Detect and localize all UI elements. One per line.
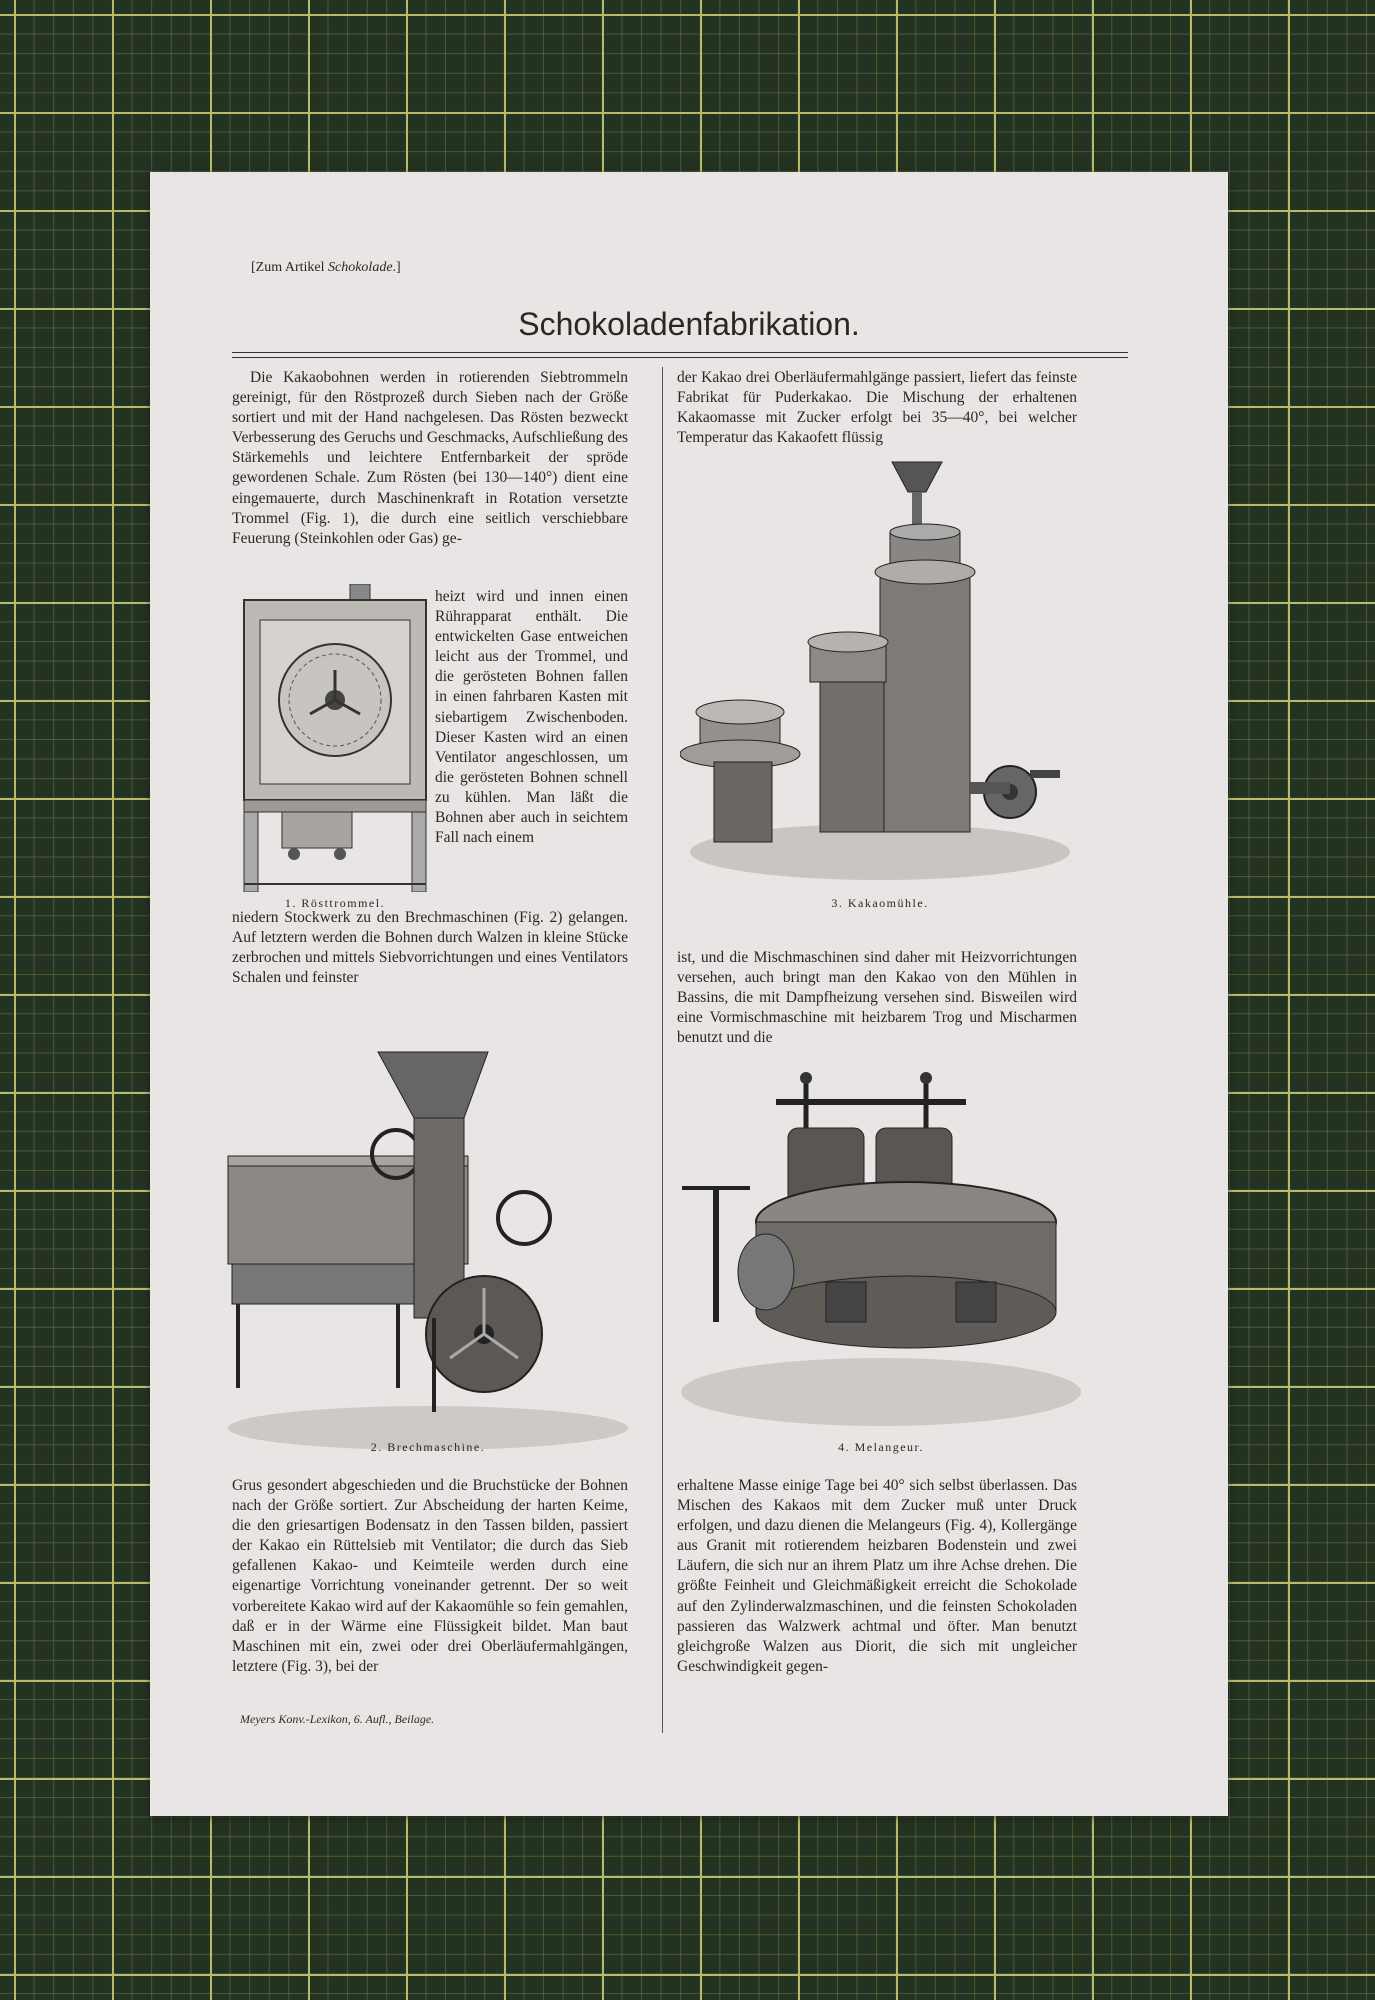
cocoa-mill-illustration bbox=[680, 452, 1080, 892]
col1-mid-paragraph: niedern Stockwerk zu den Brechmaschinen (Fig. 2) gelangen. Auf letztern werden die Bohnen durch Walzen in kleine Stücke zerbrochen und mittels Siebvorrichtungen und eines Ventilators Schalen und feinster bbox=[232, 909, 628, 987]
breaking-machine-illustration bbox=[218, 1048, 638, 1452]
column-divider bbox=[662, 367, 663, 1733]
figure-4-caption: 4. Melangeur. bbox=[838, 1440, 924, 1454]
title-rule bbox=[232, 352, 1128, 353]
col1-top-paragraph: Die Kakaobohnen werden in rotierenden Siebtrommeln gereinigt, für den Röstprozeß durch Sieben nach der Größe sortiert und mit der Hand nachgelesen. Das Rösten bezweckt Verbesserung des Geruchs und Geschmacks, Aufschließung des Stärkemehls und leichtere Entfernbarkeit der spröde gewordenen Schale. Zum Rösten (bei 130—140°) dient eine eingemauerte, durch Maschinenkraft in Rotation versetzte Trommel (Fig. 1), die durch eine seitlich verschiebbare Feuerung (Steinkohlen oder Gas) ge- bbox=[232, 369, 628, 547]
col2-top-paragraph: der Kakao drei Oberläufermahlgänge passiert, liefert das feinste Fabrikat für Puderkakao. Die Mischung der erhaltenen Kakaomasse mit Zucker erfolgt bei 35—40°, bei welcher Temperatur das Kakaofett flüssig bbox=[677, 369, 1077, 447]
col1-wrap-paragraph: heizt wird und innen einen Rührapparat enthält. Die entwickelten Gase entweichen leicht aus der Trommel, und die gerösteten Bohnen fallen in einen fahrbaren Kasten mit siebartigem Zwischenboden. Dieser Kasten wird an einen Ventilator angeschlossen, um die gerösteten Bohnen schnell zu kühlen. Man läßt die Bohnen aber auch in seichtem Fall nach einem bbox=[435, 588, 628, 847]
figure-breaking-machine bbox=[218, 1048, 638, 1452]
article-reference: [Zum Artikel Schokolade.] bbox=[251, 260, 401, 275]
roasting-drum-illustration bbox=[242, 584, 428, 892]
figure-melangeur bbox=[676, 1072, 1086, 1432]
footer-source: Meyers Konv.-Lexikon, 6. Aufl., Beilage. bbox=[240, 1712, 435, 1726]
page-title: Schokoladenfabrikation. bbox=[518, 306, 860, 342]
figure-2-caption: 2. Brechmaschine. bbox=[370, 1440, 486, 1454]
figure-1-caption: 1. Rösttrommel. bbox=[284, 896, 386, 910]
col2-bottom-paragraph: erhaltene Masse einige Tage bei 40° sich selbst überlassen. Das Mischen des Kakaos mit dem Zucker muß unter Druck erfolgen, und dazu dienen die Melangeurs (Fig. 4), Kollergänge aus Granit mit rotierendem heizbaren Bodenstein und zwei Läufern, die sich nur an ihrem Platz um ihre Achse drehen. Die größte Feinheit und Gleichmäßigkeit erreicht die Schokolade auf den Zylinderwalzmaschinen, und die feinsten Schokoladen passieren das Walzwerk achtmal und öfter. Man benutzt gleichgroße Walzen aus Diorit, die sich mit ungleicher Geschwindigkeit gegen- bbox=[677, 1477, 1077, 1675]
melangeur-illustration bbox=[676, 1072, 1086, 1432]
title-rule-double bbox=[232, 357, 1128, 358]
col1-bottom-paragraph: Grus gesondert abgeschieden und die Bruchstücke der Bohnen nach der Größe sortiert. Zur Abscheidung der harten Keime, die den griesartigen Bodensatz in den Tassen bilden, passiert der Kakao ein Rüttelsieb mit Ventilator; die durch das Sieb gefallenen Kakao- und Keimteile werden durch eine eigenartige Vorrichtung voneinander getrennt. Der so weit vorbereitete Kakao wird auf der Kakaomühle so fein gemahlen, daß er in der Wärme eine Flüssigkeit bildet. Man baut Maschinen mit ein, zwei oder drei Oberläufermahlgängen, letztere (Fig. 3), bei der bbox=[232, 1477, 628, 1675]
figure-3-caption: 3. Kakaomühle. bbox=[831, 896, 929, 910]
encyclopedia-page bbox=[150, 172, 1228, 1816]
figure-cocoa-mill bbox=[680, 452, 1080, 892]
figure-roasting-drum bbox=[242, 584, 428, 892]
col2-mid-paragraph: ist, und die Mischmaschinen sind daher mit Heizvorrichtungen versehen, auch bringt man den Kakao von den Mühlen in Bassins, die mit Dampfheizung versehen sind. Bisweilen wird eine Vormischmaschine mit heizbarem Trog und Mischarmen benutzt und die bbox=[677, 949, 1077, 1047]
article-name: Schokolade bbox=[328, 260, 393, 275]
